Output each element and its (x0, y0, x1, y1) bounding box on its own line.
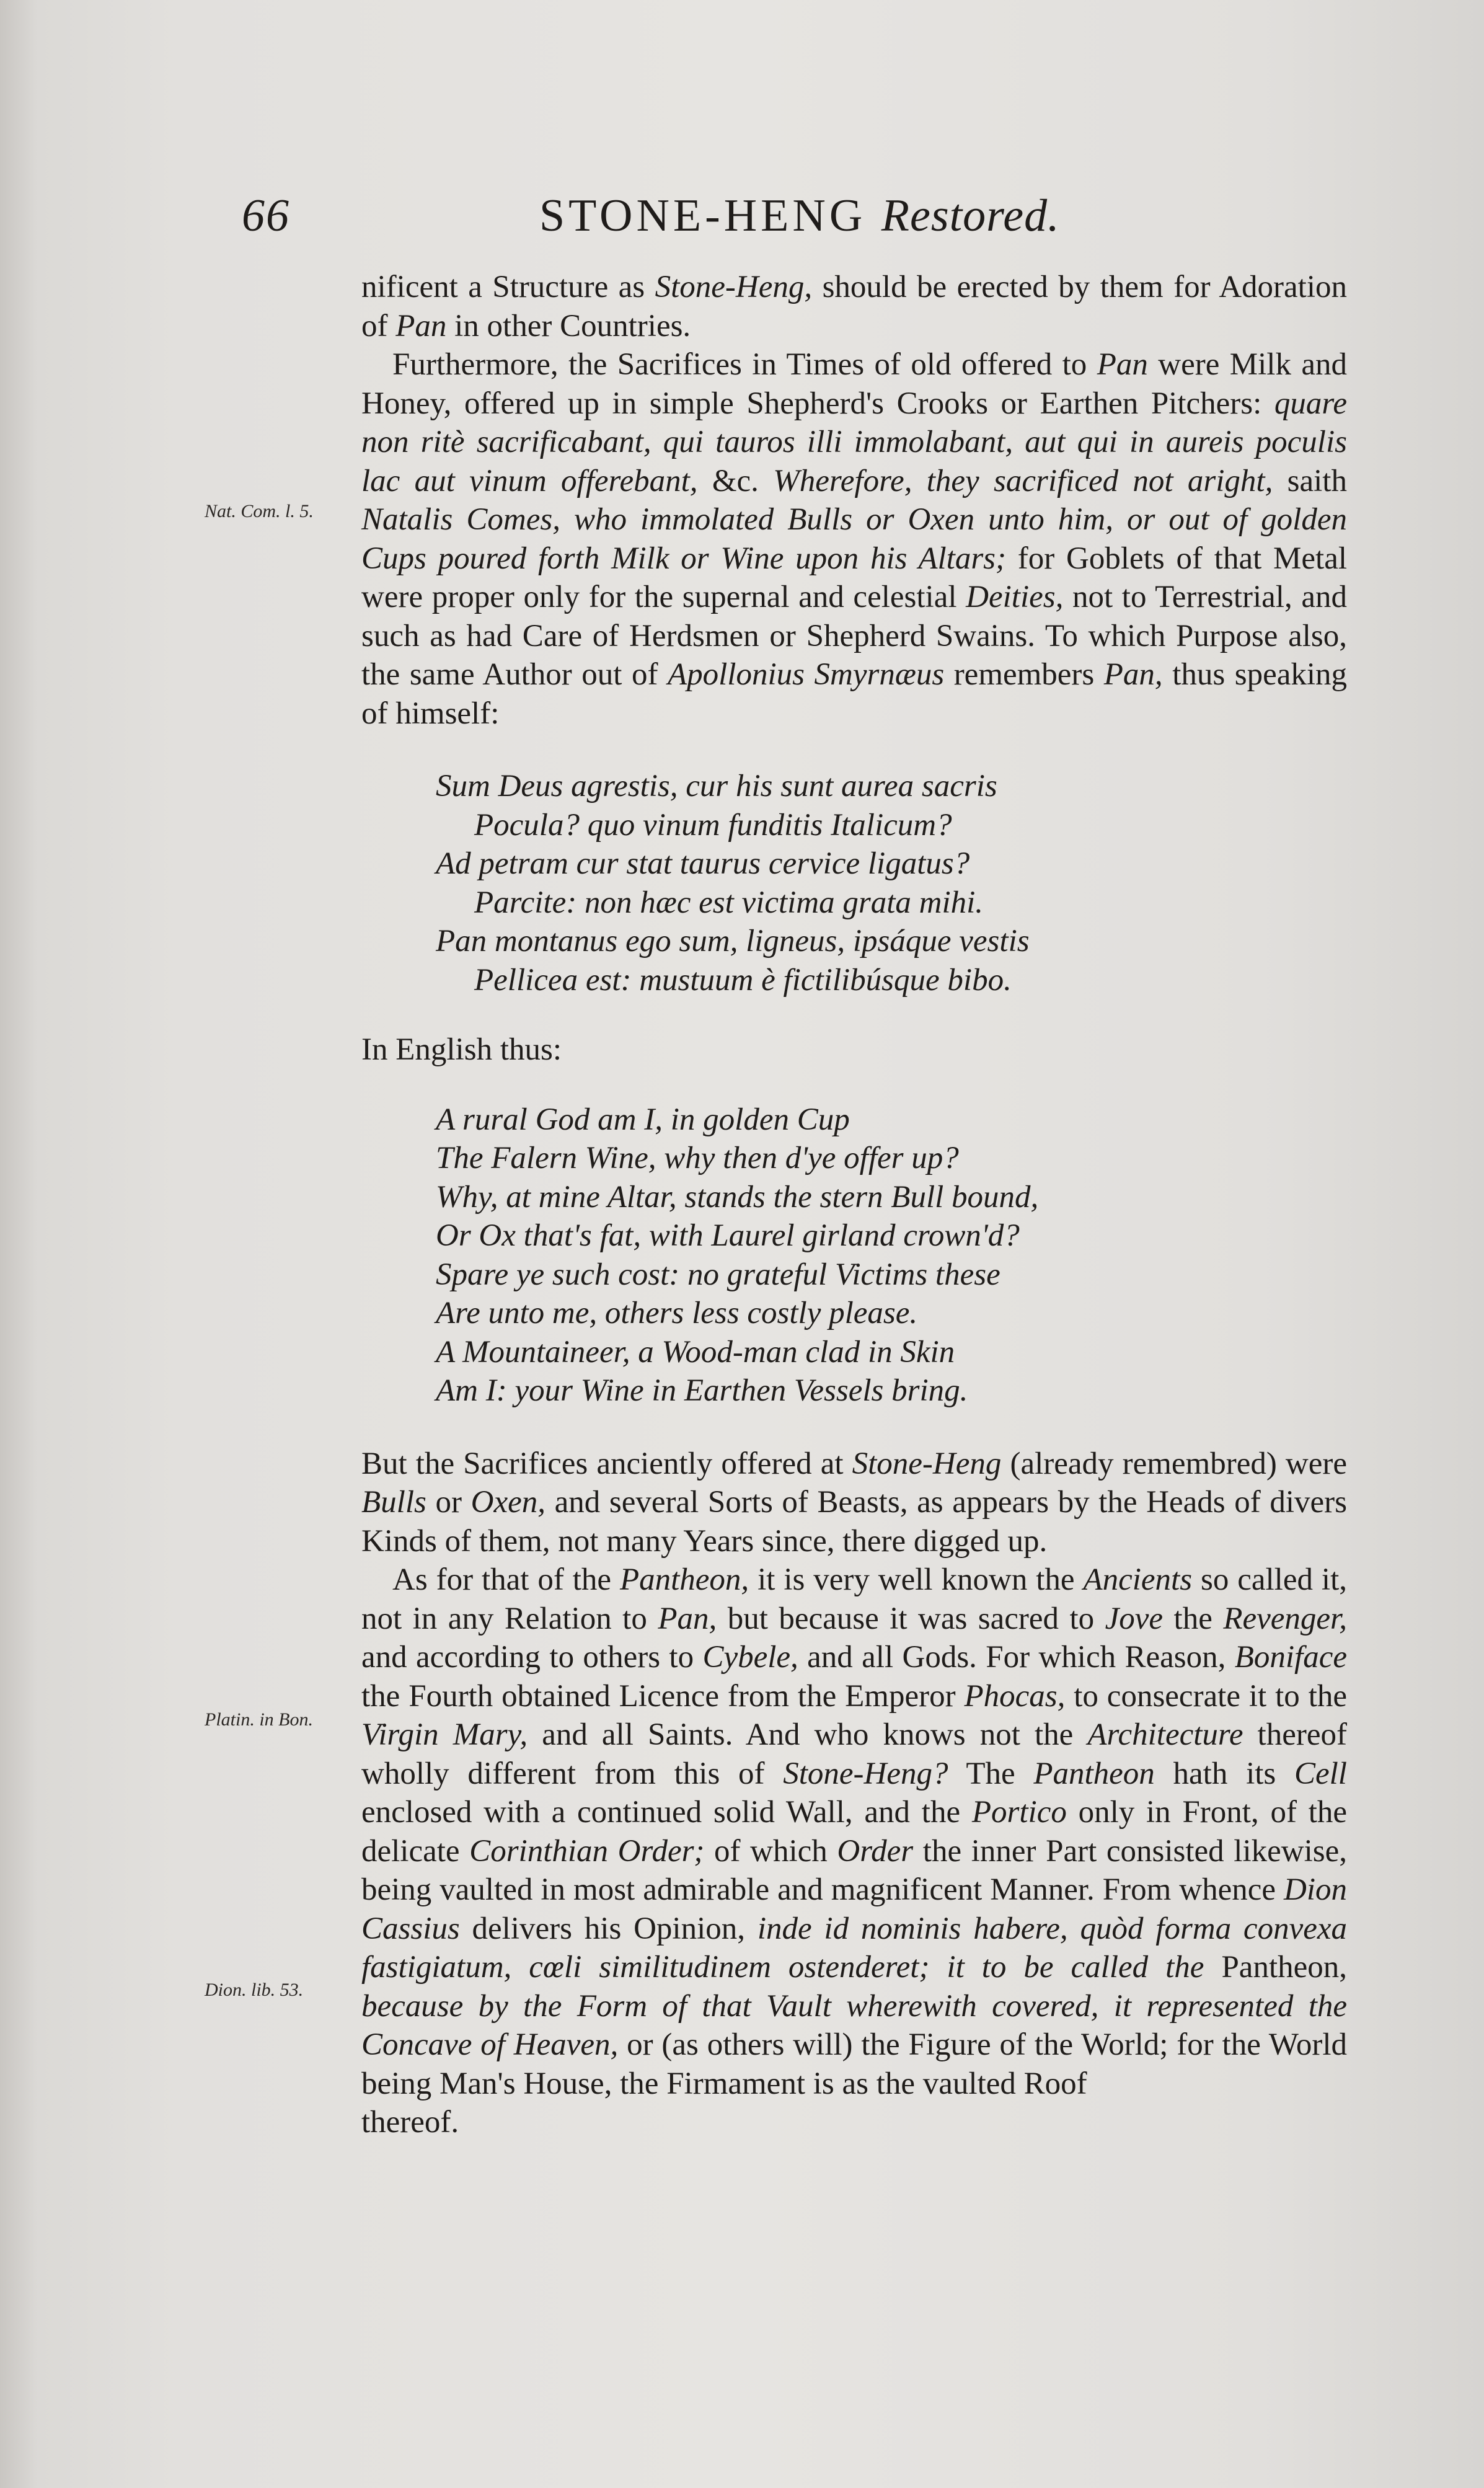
running-title (539, 190, 1060, 242)
italic-run: Cybele, (702, 1640, 798, 1675)
italic-run: Pan, (658, 1601, 717, 1636)
text-run: saith (1273, 463, 1347, 498)
catchword: thereof. (361, 2105, 459, 2140)
text-run: to consecrate it to the (1065, 1678, 1347, 1714)
english-verse-line-1: A rural God am I, in golden Cup (436, 1102, 850, 1137)
text-run: and all Saints. And who knows not the (528, 1717, 1088, 1752)
text-run: it is very well known the (749, 1562, 1084, 1597)
italic-run: Apollonius Smyrnæus (667, 657, 945, 692)
italic-run: quare non ritè sacrificabant, qui tauros illi immolabant, aut qui in aureis poculis lac aut vinum offerebant, (361, 386, 1347, 498)
italic-run: Portico (971, 1795, 1067, 1830)
page-number: 66 (242, 190, 290, 241)
latin-verse-line-4: Parcite: non hæc est victima grata mihi. (474, 885, 984, 920)
english-verse-line-4: Or Ox that's fat, with Laurel girland crown'd? (436, 1218, 1020, 1253)
italic-run: Wherefore, they sacrificed not aright, (773, 463, 1273, 498)
text-run: not to Terrestrial, and such as had Care of Herdsmen or Shepherd Swains. To which Purpose also, the same Author out of (361, 580, 1347, 692)
text-run: and according to others to (361, 1640, 703, 1675)
paragraph-1 (361, 268, 1347, 345)
italic-run: Stone-Heng? (783, 1756, 948, 1791)
text-run: the Fourth obtained Licence from the Emperor (361, 1678, 965, 1714)
italic-run: Cell (1294, 1756, 1347, 1791)
italic-run: Revenger, (1223, 1601, 1347, 1636)
text-run: enclosed with a continued solid Wall, and the (361, 1795, 972, 1830)
text-run: for Goblets of that Metal were proper only for the supernal and celestial (361, 541, 1348, 614)
english-verse-line-7: A Mountaineer, a Wood-man clad in Skin (436, 1334, 955, 1370)
margin-note-dion: Dion. lib. 53. (205, 1980, 304, 2000)
page-gutter-shadow (0, 0, 37, 2488)
text-run: or (as others will) the Figure of the World; for the World being Man's House, the Firmament is as the vaulted Roof (361, 2027, 1347, 2101)
text-run: the inner Part consisted likewise, being vaulted in most admirable and magnificent Manner. From whence (361, 1833, 1348, 1907)
italic-run: Pantheon, (619, 1562, 749, 1597)
text-run: so called it, not in any Relation to (361, 1562, 1347, 1636)
italic-run: Natalis Comes, who immolated Bulls or Oxen unto him, or out of golden Cups poured forth Milk or Wine upon his Altars; (361, 502, 1347, 576)
margin-note-platina: Platin. in Bon. (205, 1709, 313, 1730)
text-run: The (948, 1756, 1034, 1791)
running-header (242, 186, 1358, 254)
italic-run: Dion Cassius (361, 1872, 1347, 1946)
italic-run: inde id nominis habere, quòd forma convexa fastigiatum, cœli similitudinem ostenderet; it to be called the (361, 1911, 1347, 1985)
paragraph-4 (361, 1561, 1347, 2103)
margin-note-natalis-comes: Nat. Com. l. 5. (205, 501, 314, 521)
italic-run: Pan (395, 308, 447, 343)
text-run: hath its (1154, 1756, 1294, 1791)
text-run: Furthermore, the Sacrifices in Times of old offered to (392, 347, 1097, 382)
latin-verse (436, 767, 1347, 999)
text-run: should be erected by them for Adoration of (361, 270, 1347, 343)
italic-run: Pantheon (1033, 1756, 1155, 1791)
running-title-italic: Restored. (881, 190, 1060, 241)
text-run: delivers his Opinion, (459, 1911, 757, 1946)
text-run: the (1163, 1601, 1224, 1636)
latin-verse-line-5: Pan montanus ego sum, ligneus, ipsáque vestis (436, 924, 1030, 958)
italic-run: Order (837, 1833, 914, 1869)
italic-run: Ancients (1083, 1562, 1193, 1597)
latin-verse-line-2: Pocula? quo vinum funditis Italicum? (474, 807, 952, 843)
italic-run: Stone-Heng, (655, 270, 813, 304)
italic-run: Corinthian Order; (469, 1833, 705, 1869)
text-run: As for that of the (392, 1562, 620, 1597)
text-run: in other Countries. (446, 308, 691, 343)
text-run: remembers (944, 657, 1104, 692)
paragraph-2 (361, 345, 1347, 733)
text-run: But the Sacrifices anciently offered at (361, 1446, 852, 1481)
latin-verse-line-6: Pellicea est: mustuum è fictilibúsque bibo. (474, 962, 1012, 998)
text-run: nificent a Structure as (361, 270, 655, 304)
italic-run: Deities, (966, 580, 1064, 614)
text-run: and several Sorts of Beasts, as appears by the Heads of divers Kinds of them, not many Years since, there digged up. (361, 1485, 1347, 1559)
english-intro: In English thus: (361, 1032, 562, 1067)
italic-run: Pan, (1103, 657, 1163, 692)
paragraph-3 (361, 1445, 1347, 1561)
text-run: of which (704, 1833, 837, 1869)
latin-verse-line-3: Ad petram cur stat taurus cervice ligatus? (436, 846, 970, 881)
italic-run: Bulls (361, 1485, 426, 1520)
english-verse-line-5: Spare ye such cost: no grateful Victims these (436, 1257, 1000, 1292)
italic-run: Virgin Mary, (361, 1717, 528, 1752)
english-verse-line-2: The Falern Wine, why then d'ye offer up? (436, 1141, 959, 1175)
english-verse-line-6: Are unto me, others less costly please. (436, 1296, 918, 1330)
english-verse (436, 1100, 1347, 1410)
text-run: and all Gods. For which Reason, (798, 1640, 1235, 1675)
english-verse-line-3: Why, at mine Altar, stands the stern Bull bound, (436, 1179, 1039, 1215)
text-run: Pantheon, (1204, 1950, 1347, 1985)
text-run: but because it was sacred to (717, 1601, 1105, 1636)
text-run: only in Front, of the delicate (361, 1795, 1348, 1869)
text-run: or (426, 1485, 471, 1520)
italic-run: Boniface (1234, 1640, 1347, 1675)
italic-run: because by the Form of that Vault wherewith covered, it represented the Concave of Heaven, (361, 1988, 1347, 2062)
italic-run: Jove (1105, 1601, 1164, 1636)
text-run: thereof wholly different from this of (361, 1717, 1347, 1791)
text-run: (already remembred) were (1001, 1446, 1347, 1481)
text-run: &c. (697, 463, 774, 498)
latin-verse-line-1: Sum Deus agrestis, cur his sunt aurea sacris (436, 769, 997, 804)
italic-run: Pan (1097, 347, 1148, 382)
italic-run: Stone-Heng (852, 1446, 1002, 1481)
italic-run: Oxen, (470, 1485, 545, 1520)
main-text (361, 268, 1347, 2142)
text-run: were Milk and Honey, offered up in simple Shepherd's Crooks or Earthen Pitchers: (361, 347, 1347, 421)
running-title-main: STONE-HENG (539, 190, 867, 241)
text-run: thus speaking of himself: (361, 657, 1348, 731)
italic-run: Phocas, (964, 1678, 1066, 1714)
english-verse-line-8: Am I: your Wine in Earthen Vessels bring. (436, 1373, 968, 1408)
italic-run: Architecture (1087, 1717, 1243, 1752)
